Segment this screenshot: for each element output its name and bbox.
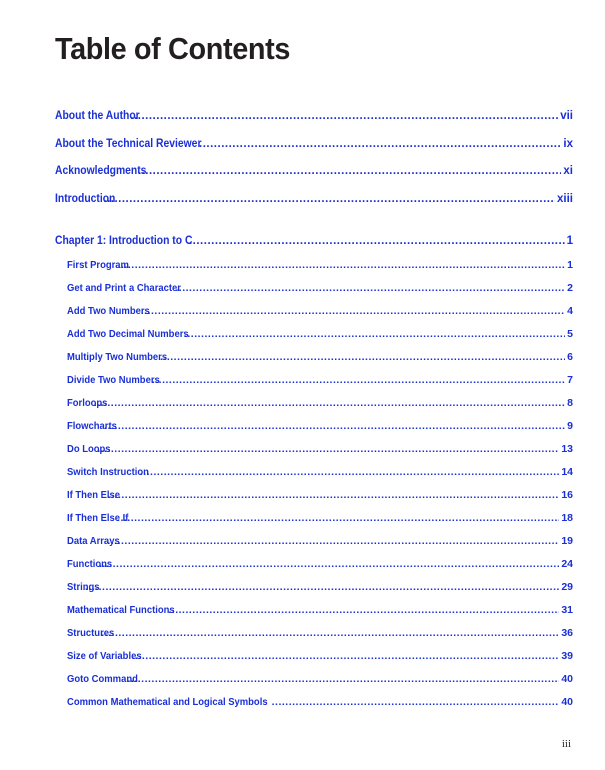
toc-entry-page: ix	[563, 138, 573, 150]
toc-entry-page: 14	[561, 466, 573, 478]
dot-leader	[184, 328, 565, 340]
toc-entry-label: Multiply Two Numbers	[67, 351, 168, 363]
toc-entry-page: 6	[567, 351, 573, 363]
dot-leader	[130, 110, 558, 122]
toc-entry-page: 39	[561, 650, 573, 662]
toc-entry-page: 2	[567, 282, 573, 294]
toc-section-entry[interactable]	[67, 328, 573, 340]
toc-entry-page: 24	[561, 558, 573, 570]
toc-entry-label: Acknowledgments	[55, 165, 147, 177]
toc-entry-page: 13	[561, 443, 573, 455]
toc-entry-page: 1	[567, 259, 573, 271]
toc-entry-page: 8	[567, 397, 573, 409]
toc-entry-label: Forloops	[67, 397, 108, 409]
toc-entry-label: Introduction	[55, 193, 116, 205]
toc-section-entry[interactable]	[67, 489, 573, 501]
page-title: Table of Contents	[55, 31, 290, 66]
toc-entry-label: Goto Command	[67, 673, 138, 685]
toc-entry-page: 19	[561, 535, 573, 547]
dot-leader	[101, 627, 559, 639]
toc-entry-label: Do Loops	[67, 443, 111, 455]
toc-section-entry[interactable]	[67, 673, 573, 685]
toc-entry-label: About the Author	[55, 110, 140, 122]
dot-leader	[94, 397, 565, 409]
dot-leader	[189, 235, 565, 247]
dot-leader	[118, 259, 566, 271]
toc-entry-page: 29	[561, 581, 573, 593]
toc-entry-label: Chapter 1: Introduction to C	[55, 235, 193, 247]
toc-section-entry[interactable]	[67, 374, 573, 386]
toc-entry-page: 36	[561, 627, 573, 639]
dot-leader	[138, 165, 562, 177]
toc-entry-page: xiii	[557, 193, 573, 205]
toc-section-entry[interactable]	[67, 650, 573, 662]
toc-entry-page: 7	[567, 374, 573, 386]
dot-leader	[140, 466, 560, 478]
toc-section-entry[interactable]	[67, 581, 573, 593]
page-number: iii	[561, 738, 571, 750]
toc-entry-page: vii	[560, 110, 573, 122]
toc-entry-label: Add Two Numbers	[67, 305, 150, 317]
toc-entry-label: Strings	[67, 581, 100, 593]
toc-section-entry[interactable]	[67, 443, 573, 455]
toc-entry-page: 5	[567, 328, 573, 340]
toc-section-entry[interactable]	[67, 466, 573, 478]
toc-section-entry[interactable]	[67, 397, 573, 409]
toc-entry-label: Functions	[67, 558, 113, 570]
dot-leader	[272, 696, 560, 708]
toc-entry-page: 1	[566, 235, 573, 247]
toc-section-entry[interactable]	[67, 259, 573, 271]
dot-leader	[85, 581, 559, 593]
toc-entry-label: If Then Else	[67, 489, 121, 501]
toc-entry-page: xi	[563, 165, 573, 177]
dot-leader	[128, 673, 560, 685]
dot-leader	[103, 193, 555, 205]
toc-entry-page: 40	[561, 673, 573, 685]
toc-entry-about-author[interactable]	[55, 110, 573, 122]
toc-section-entry[interactable]	[67, 696, 573, 708]
dot-leader	[141, 305, 565, 317]
toc-entry-label: Data Arrays	[67, 535, 120, 547]
dot-leader	[117, 512, 559, 524]
dot-leader	[97, 443, 559, 455]
dot-leader	[168, 604, 559, 616]
toc-section-entry[interactable]	[67, 558, 573, 570]
toc-entry-page: 16	[561, 489, 573, 501]
toc-entry-page: 9	[567, 420, 573, 432]
toc-entry-label: First Program	[67, 259, 129, 271]
toc-entry-label: Flowcharts	[67, 420, 117, 432]
toc-entry-label: Divide Two Numbers	[67, 374, 160, 386]
toc-entry-about-reviewer[interactable]	[55, 138, 573, 150]
toc-entry-label: Size of Variables	[67, 650, 142, 662]
toc-section-entry[interactable]	[67, 604, 573, 616]
toc-entry-label: Switch Instruction	[67, 466, 149, 478]
dot-leader	[107, 535, 559, 547]
toc-entry-acknowledgments[interactable]	[55, 165, 573, 177]
dot-leader	[104, 420, 565, 432]
toc-section-entry[interactable]	[67, 305, 573, 317]
dot-leader	[108, 489, 560, 501]
toc-entry-label: Mathematical Functions	[67, 604, 175, 616]
toc-section-entry[interactable]	[67, 627, 573, 639]
toc-entry-introduction[interactable]	[55, 193, 573, 205]
toc-entry-label: If Then Else If	[67, 512, 129, 524]
dot-leader	[152, 374, 565, 386]
dot-leader	[99, 558, 559, 570]
toc-section-entry[interactable]	[67, 351, 573, 363]
toc-entry-label: Get and Print a Character	[67, 282, 181, 294]
toc-entry-page: 18	[561, 512, 573, 524]
toc-section-entry[interactable]	[67, 282, 573, 294]
toc-entry-page: 4	[567, 305, 573, 317]
dot-leader	[132, 650, 560, 662]
toc-entry-chapter-1[interactable]	[55, 235, 573, 247]
toc-section-entry[interactable]	[67, 535, 573, 547]
dot-leader	[175, 282, 565, 294]
toc-entry-label: Add Two Decimal Numbers	[67, 328, 189, 340]
dot-leader	[199, 138, 561, 150]
toc-entry-page: 31	[561, 604, 573, 616]
toc-entry-label: Structures	[67, 627, 115, 639]
toc-entry-label: About the Technical Reviewer	[55, 138, 202, 150]
toc-entry-page: 40	[561, 696, 573, 708]
dot-leader	[160, 351, 565, 363]
toc-entry-label: Common Mathematical and Logical Symbols	[67, 696, 268, 708]
toc-section-entry[interactable]	[67, 420, 573, 432]
toc-section-entry[interactable]	[67, 512, 573, 524]
